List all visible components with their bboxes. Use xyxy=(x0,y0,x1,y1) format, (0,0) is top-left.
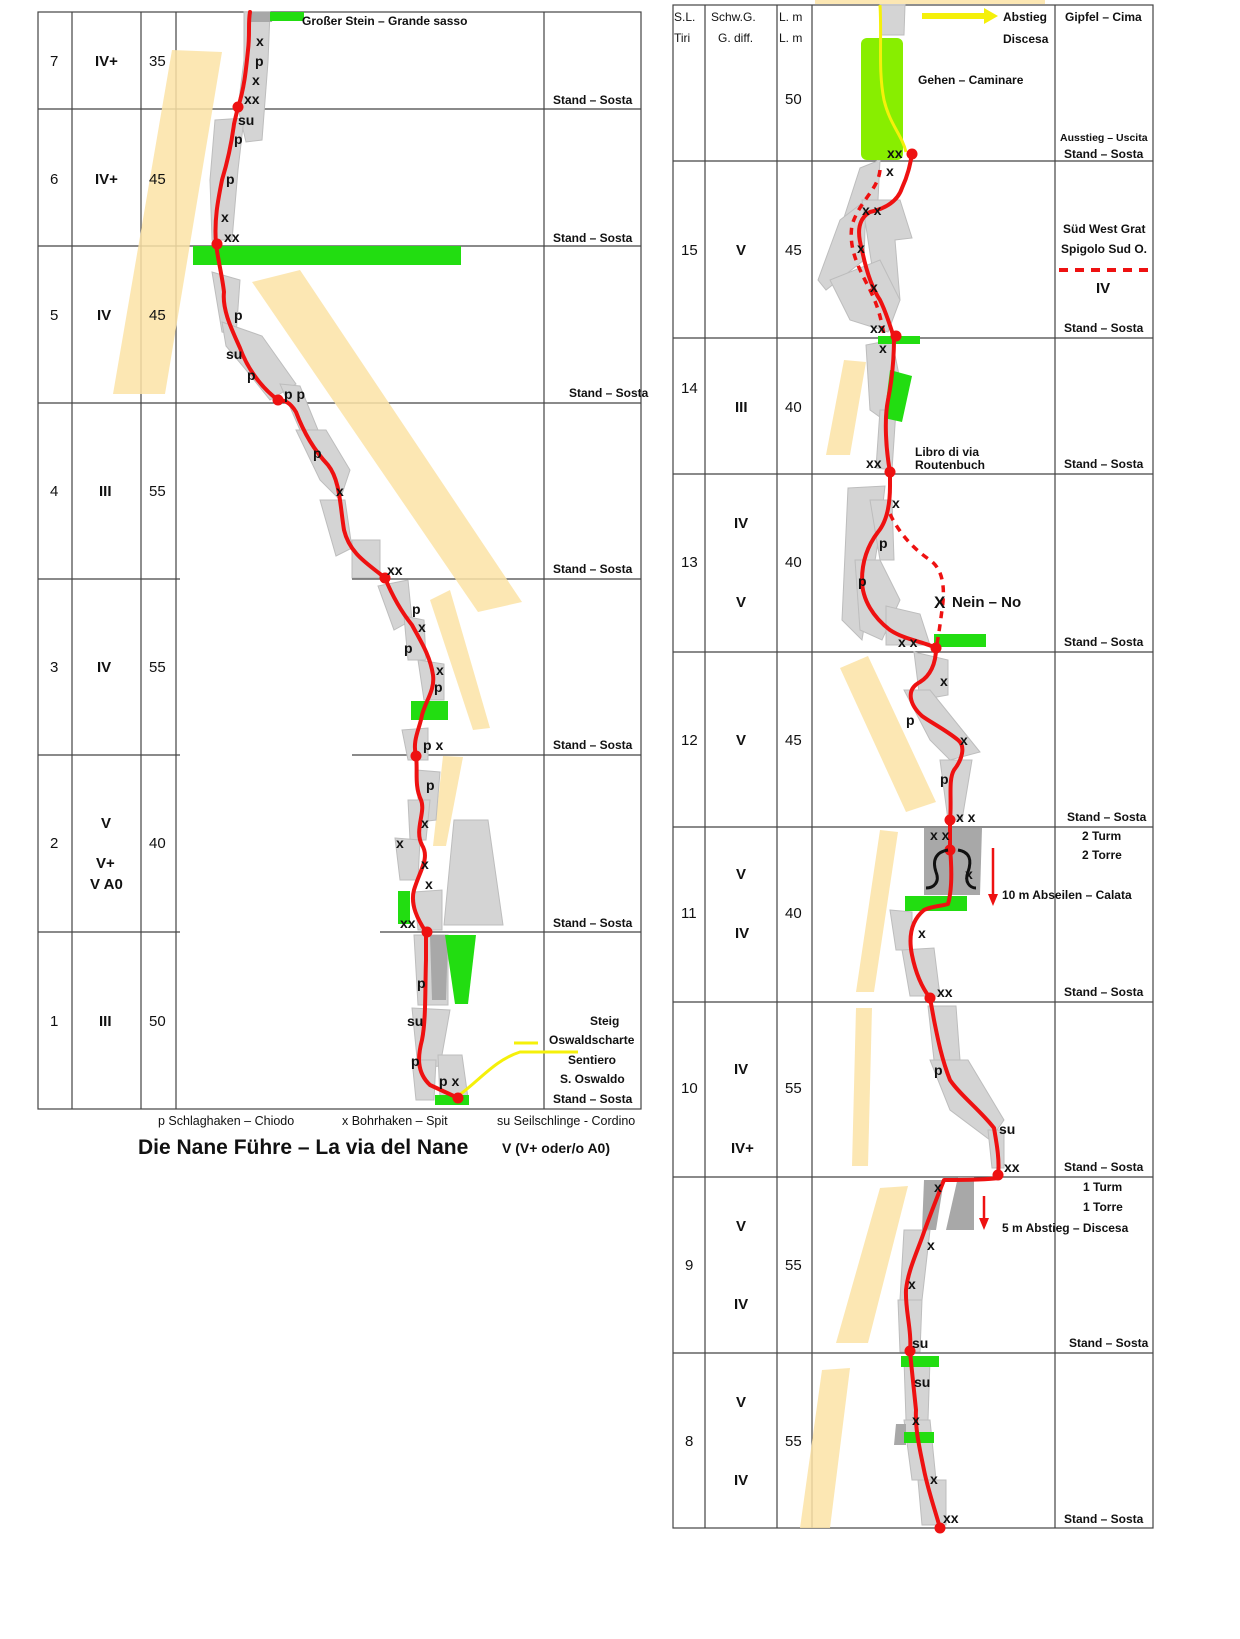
double-spit-mark: xx xyxy=(870,320,886,336)
pitch-number: 12 xyxy=(681,732,698,749)
double-spit-mark: xx xyxy=(400,915,416,931)
pitch-number: 6 xyxy=(50,171,59,188)
spit-mark: x xyxy=(960,732,968,748)
route-book-label: Libro di via xyxy=(915,445,980,459)
pitch-grade: IV xyxy=(97,659,112,676)
rappel-arrow-icon xyxy=(988,848,998,906)
route-grade-summary: V (V+ oder/o A0) xyxy=(502,1140,611,1156)
pitch-length: 45 xyxy=(149,307,166,324)
pitch-grade: V xyxy=(736,1394,747,1411)
pitch-grade-alt: V+ xyxy=(96,855,115,872)
piton-mark: p xyxy=(879,535,888,551)
descent-arrow xyxy=(922,8,998,24)
header-pitch: S.L. xyxy=(674,10,696,24)
descent-label: Abstieg xyxy=(1003,10,1048,24)
pitch-grade: IV xyxy=(734,515,749,532)
double-spit-mark: xx xyxy=(866,455,882,471)
tower-label-it: 1 Torre xyxy=(1083,1200,1123,1214)
pitch-grade: IV+ xyxy=(95,53,118,70)
belay-label: Stand – Sosta xyxy=(553,231,633,245)
descent-label-it: Discesa xyxy=(1003,32,1049,46)
pitch-grade: V xyxy=(736,732,747,749)
pitch-length: 55 xyxy=(149,659,166,676)
piton-mark: p xyxy=(934,1062,943,1078)
pitch-length: 55 xyxy=(785,1080,802,1097)
double-spit-mark: xx xyxy=(224,229,240,245)
pitch-length: 40 xyxy=(149,835,166,852)
header-length-it: L. m xyxy=(779,31,803,45)
pitch-number: 4 xyxy=(50,483,59,500)
rappel-label: 10 m Abseilen – Calata xyxy=(1002,888,1132,902)
double-spit-mark: xx xyxy=(937,984,953,1000)
pitch-length: 45 xyxy=(785,242,802,259)
pitch-number: 11 xyxy=(681,905,697,922)
belay-label: Stand – Sosta xyxy=(1064,1512,1144,1526)
sling-mark: su xyxy=(914,1374,931,1390)
pitch-grade: IV xyxy=(734,1061,749,1078)
summit-label: Gipfel – Cima xyxy=(1065,10,1142,24)
piton-mark: p xyxy=(411,1053,420,1069)
left-table-text xyxy=(50,14,649,1159)
summit-boulder-label: Großer Stein – Grande sasso xyxy=(302,14,468,28)
belay-label: Stand – Sosta xyxy=(1067,810,1147,824)
pitch-number: 3 xyxy=(50,659,59,676)
header-grade-it: G. diff. xyxy=(718,31,754,45)
route-title: Die Nane Führe – La via del Nane xyxy=(138,1136,469,1159)
tower-label-it: 2 Torre xyxy=(1082,848,1122,862)
piton-mark: p xyxy=(234,307,243,323)
variant-label-it: Spigolo Sud O. xyxy=(1061,242,1147,256)
belay-label: Stand – Sosta xyxy=(553,916,633,930)
spit-mark: x xyxy=(965,866,973,882)
pitch-grade: IV xyxy=(97,307,112,324)
piton-mark: p xyxy=(255,53,264,69)
sling-mark: su xyxy=(912,1335,929,1351)
pitch-number: 13 xyxy=(681,554,698,571)
piton-mark: p xyxy=(412,601,421,617)
spit-mark: x xyxy=(927,1237,935,1253)
forbidden-variant-label: Nein – No xyxy=(952,594,1022,611)
pitch-grade: III xyxy=(99,483,112,500)
spit-mark: x xyxy=(870,279,878,295)
spit-mark: x xyxy=(879,340,887,356)
spit-mark: x xyxy=(940,673,948,689)
pitch-length: 45 xyxy=(149,171,166,188)
left-grid xyxy=(38,12,641,1109)
piton-mark: p xyxy=(226,171,235,187)
piton-mark: p xyxy=(417,975,426,991)
pitch-grade-alt: V A0 xyxy=(90,876,123,893)
pitch-length: 40 xyxy=(785,905,802,922)
pitch-grade: V xyxy=(101,815,112,832)
pitch-number: 14 xyxy=(681,380,698,397)
sling-mark: su xyxy=(999,1121,1016,1137)
piton-mark: p xyxy=(313,445,322,461)
belay-label: Stand – Sosta xyxy=(1064,985,1144,999)
pitch-length: 50 xyxy=(149,1013,166,1030)
belay-label: Stand – Sosta xyxy=(1069,1336,1149,1350)
belay-label: Stand – Sosta xyxy=(1064,147,1144,161)
belay-label: Stand – Sosta xyxy=(569,386,649,400)
piton-mark: p xyxy=(434,679,443,695)
spit-mark: x xyxy=(912,1412,920,1428)
pitch-number: 1 xyxy=(50,1013,59,1030)
spit-mark: x xyxy=(436,662,444,678)
pitch-grade-alt: IV+ xyxy=(731,1140,754,1157)
belay-label: Stand – Sosta xyxy=(553,562,633,576)
pitch-length: 40 xyxy=(785,554,802,571)
spit-mark: x xyxy=(256,33,264,49)
pitch-grade-alt: IV xyxy=(734,1472,749,1489)
sling-mark: su xyxy=(407,1013,424,1029)
pitch-grade: III xyxy=(735,399,748,416)
pitch-grade-alt: IV xyxy=(734,1296,749,1313)
spit-pair-mark: x x xyxy=(898,634,918,650)
exit-label: Ausstieg – Uscita xyxy=(1060,132,1148,144)
spit-mark: x xyxy=(886,163,894,179)
spit-mark: x xyxy=(934,1179,942,1195)
belay-label: Stand – Sosta xyxy=(553,93,633,107)
spit-pair-mark: x x xyxy=(930,827,950,843)
approach-label: Sentiero xyxy=(568,1053,617,1067)
header-length: L. m xyxy=(779,10,803,24)
pitch-length: 45 xyxy=(785,732,802,749)
pitch-number: 15 xyxy=(681,242,698,259)
spit-mark: x xyxy=(221,209,229,225)
legend-piton: p Schlaghaken – Chiodo xyxy=(158,1114,295,1128)
walk-label: Gehen – Caminare xyxy=(918,73,1024,87)
double-spit-mark: xx xyxy=(244,91,260,107)
header-grade: Schw.G. xyxy=(711,10,756,24)
spit-mark: x xyxy=(892,495,900,511)
belay-label: Stand – Sosta xyxy=(1064,321,1144,335)
piton-mark: p xyxy=(404,640,413,656)
pitch-grade: V xyxy=(736,242,747,259)
downclimb-arrow-icon xyxy=(979,1196,989,1230)
pitch-number: 7 xyxy=(50,53,59,70)
pitch-length: 55 xyxy=(785,1257,802,1274)
pitch-length: 55 xyxy=(785,1433,802,1450)
piton-mark: p xyxy=(940,771,949,787)
spit-pair-mark: x x xyxy=(862,202,882,218)
pitch-length: 50 xyxy=(785,91,802,108)
belay-label: Stand – Sosta xyxy=(1064,635,1144,649)
piton-mark: p xyxy=(858,573,867,589)
belay-label: Stand – Sosta xyxy=(1064,457,1144,471)
belay-label: Stand – Sosta xyxy=(1064,1160,1144,1174)
piton-mark: p xyxy=(247,367,256,383)
spit-mark: x xyxy=(336,483,344,499)
pitch-grade: III xyxy=(99,1013,112,1030)
tower-label: 2 Turm xyxy=(1082,829,1122,843)
pitch-length: 40 xyxy=(785,399,802,416)
approach-label: Steig xyxy=(590,1014,620,1028)
spit-mark: x xyxy=(918,925,926,941)
double-spit-mark: xx xyxy=(1004,1159,1020,1175)
spit-mark: x xyxy=(930,1471,938,1487)
spit-mark: x xyxy=(857,240,865,256)
piton-spit-mark: p x xyxy=(439,1073,460,1089)
variant-grade: IV xyxy=(1096,280,1111,297)
approach-path xyxy=(458,1043,578,1096)
pitch-grade-alt: V xyxy=(736,594,747,611)
downclimb-label: 5 m Abstieg – Discesa xyxy=(1002,1221,1129,1235)
piton-pair-mark: p p xyxy=(284,386,305,402)
approach-label: Oswaldscharte xyxy=(549,1033,635,1047)
spit-mark: x xyxy=(418,619,426,635)
piton-mark: p xyxy=(906,712,915,728)
belay-label: Stand – Sosta xyxy=(553,1092,633,1106)
spit-mark: x xyxy=(421,815,429,831)
belay-label: Stand – Sosta xyxy=(553,738,633,752)
pitch-number: 2 xyxy=(50,835,59,852)
route-book-label-de: Routenbuch xyxy=(915,458,985,472)
pitch-grade: IV+ xyxy=(95,171,118,188)
spit-mark: x xyxy=(425,876,433,892)
tower-label: 1 Turm xyxy=(1083,1180,1123,1194)
pitch-length: 55 xyxy=(149,483,166,500)
sling-mark: su xyxy=(238,112,255,128)
legend-spit: x Bohrhaken – Spit xyxy=(342,1114,448,1128)
pitch-number: 10 xyxy=(681,1080,698,1097)
spit-mark: x xyxy=(908,1276,916,1292)
double-spit-mark: xx xyxy=(387,562,403,578)
pitch-grade: V xyxy=(736,866,747,883)
double-spit-mark: xx xyxy=(887,145,903,161)
no-mark: X xyxy=(934,593,946,612)
pitch-grade-alt: IV xyxy=(735,925,750,942)
spit-mark: x xyxy=(252,72,260,88)
pitch-number: 9 xyxy=(685,1257,694,1274)
sling-mark: su xyxy=(226,346,243,362)
spit-mark: x xyxy=(421,856,429,872)
pitch-number: 5 xyxy=(50,307,59,324)
piton-spit-mark: p x xyxy=(423,737,444,753)
pitch-number: 8 xyxy=(685,1433,694,1450)
variant-label: Süd West Grat xyxy=(1063,222,1146,236)
spit-pair-mark: x x xyxy=(956,809,976,825)
pitch-grade: V xyxy=(736,1218,747,1235)
piton-mark: p xyxy=(234,131,243,147)
approach-label: S. Oswaldo xyxy=(560,1072,625,1086)
spit-mark: x xyxy=(396,835,404,851)
double-spit-mark: xx xyxy=(943,1510,959,1526)
header-pitch-it: Tiri xyxy=(674,31,691,45)
pitch-length: 35 xyxy=(149,53,166,70)
piton-mark: p xyxy=(426,777,435,793)
legend-sling: su Seilschlinge - Cordino xyxy=(497,1114,636,1128)
